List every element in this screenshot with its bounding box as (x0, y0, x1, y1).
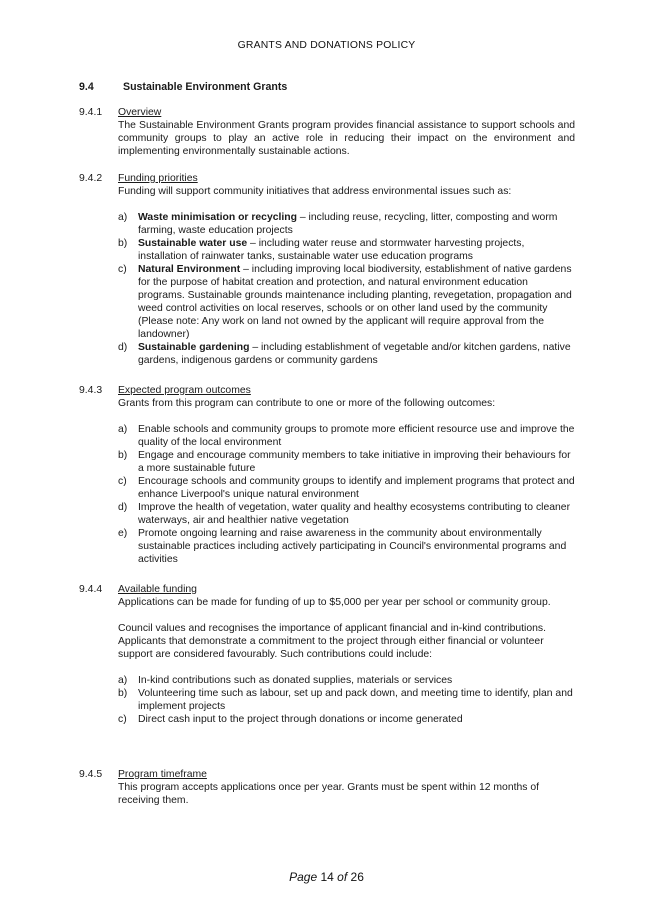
item-text: Engage and encourage community members to take initiative in improving their behaviours for a more sustainable future (138, 450, 571, 474)
list-label: a) (118, 212, 128, 223)
list-label: a) (118, 675, 128, 686)
footer-of-word: of (337, 870, 348, 884)
item-text: Improve the health of vegetation, water quality and healthy ecosystems contributing to cleaner waterways, air and healthier native vegetation (138, 502, 571, 526)
item-text: – including improving local biodiversity, establishment of native gardens for the purpose of habitat creation and protection, and natural environment education programs. Sustainable grounds maintenance including planting, revegetation, propagation and weed control activities on local reserves, schools or on other land used by the community (Please note: Any work on land not owned by the applicant will require approval from the landowner) (138, 264, 572, 340)
item-heading: Waste minimisation or recycling (138, 212, 297, 223)
subsection-number: 9.4.1 (79, 107, 103, 118)
item-text: – including water reuse and stormwater harvesting projects, installation of rainwater tanks, sustainable water use education programs (138, 238, 525, 262)
list-item (118, 211, 575, 237)
list-item (118, 713, 575, 726)
list-label: b) (118, 238, 128, 249)
list-item (118, 674, 575, 687)
subsection-title: Available funding (118, 584, 197, 595)
list-item (118, 475, 575, 501)
list-item (118, 527, 575, 566)
timeframe-text: This program accepts applications once per year. Grants must be spent within 12 months of receiving them. (118, 782, 540, 806)
list-label: d) (118, 342, 128, 353)
item-text: Enable schools and community groups to promote more efficient resource use and improve the quality of the local environment (138, 424, 575, 448)
outcomes-list (118, 423, 575, 566)
item-text: – including reuse, recycling, litter, composting and worm farming, waste education projects (138, 212, 558, 236)
item-text: Volunteering time such as labour, set up and pack down, and meeting time to identify, plan and implement projects (138, 688, 573, 712)
priorities-list (118, 211, 575, 367)
item-heading: Natural Environment (138, 264, 241, 275)
footer-page-word: Page (289, 870, 318, 884)
list-label: b) (118, 450, 128, 461)
subsection-number: 9.4.2 (79, 173, 103, 184)
list-label: b) (118, 688, 128, 699)
subsection-number: 9.4.5 (79, 769, 103, 780)
list-item (118, 237, 575, 263)
funding-para-2: Council values and recognises the importance of applicant financial and in-kind contributions. Applicants that demonstrate a commitment to the project through either financial or volunteer support are considered favourably. Such contributions could include: (118, 623, 546, 660)
subsection-title: Expected program outcomes (118, 385, 251, 396)
list-label: a) (118, 424, 128, 435)
list-item (118, 449, 575, 475)
item-text: Promote ongoing learning and raise awareness in the community about environmentally sustainable practices including actively participating in Council's environmental programs and activities (138, 528, 567, 565)
funding-para-1: Applications can be made for funding of up to $5,000 per year per school or community group. (118, 597, 551, 608)
list-label: c) (118, 476, 127, 487)
footer-current-page: 14 (320, 870, 334, 884)
page-footer (0, 871, 653, 884)
contributions-list (118, 674, 575, 726)
item-text: Encourage schools and community groups to identify and implement programs that protect and enhance Liverpool's unique natural environment (138, 476, 575, 500)
outcomes-intro: Grants from this program can contribute to one or more of the following outcomes: (118, 398, 496, 409)
page-header: GRANTS AND DONATIONS POLICY (237, 40, 416, 51)
list-item (118, 341, 575, 367)
priorities-intro: Funding will support community initiatives that address environmental issues such as: (118, 186, 512, 197)
item-text: Direct cash input to the project through donations or income generated (138, 714, 463, 725)
list-label: c) (118, 714, 127, 725)
list-item (118, 687, 575, 713)
list-item (118, 501, 575, 527)
subsection-title: Funding priorities (118, 173, 198, 184)
section-heading (79, 81, 287, 94)
subsection-number: 9.4.4 (79, 584, 103, 595)
overview-text: The Sustainable Environment Grants program provides financial assistance to support schools and community groups to play an active role in reducing their impact on the environment and implementing environmentally sustainable actions. (118, 120, 575, 157)
list-label: e) (118, 528, 128, 539)
item-heading: Sustainable water use (138, 238, 248, 249)
section-title: Sustainable Environment Grants (123, 81, 288, 93)
subsection-title: Program timeframe (118, 769, 207, 780)
item-text: – including establishment of vegetable and/or kitchen gardens, native gardens, indigenous gardens or community gardens (138, 342, 571, 366)
item-text: In-kind contributions such as donated supplies, materials or services (138, 675, 453, 686)
list-item (118, 423, 575, 449)
subsection-number: 9.4.3 (79, 385, 103, 396)
item-heading: Sustainable gardening (138, 342, 250, 353)
subsection-title: Overview (118, 107, 162, 118)
list-label: d) (118, 502, 128, 513)
footer-total-pages: 26 (350, 870, 364, 884)
list-item (118, 263, 575, 341)
section-number: 9.4 (79, 81, 94, 93)
list-label: c) (118, 264, 127, 275)
